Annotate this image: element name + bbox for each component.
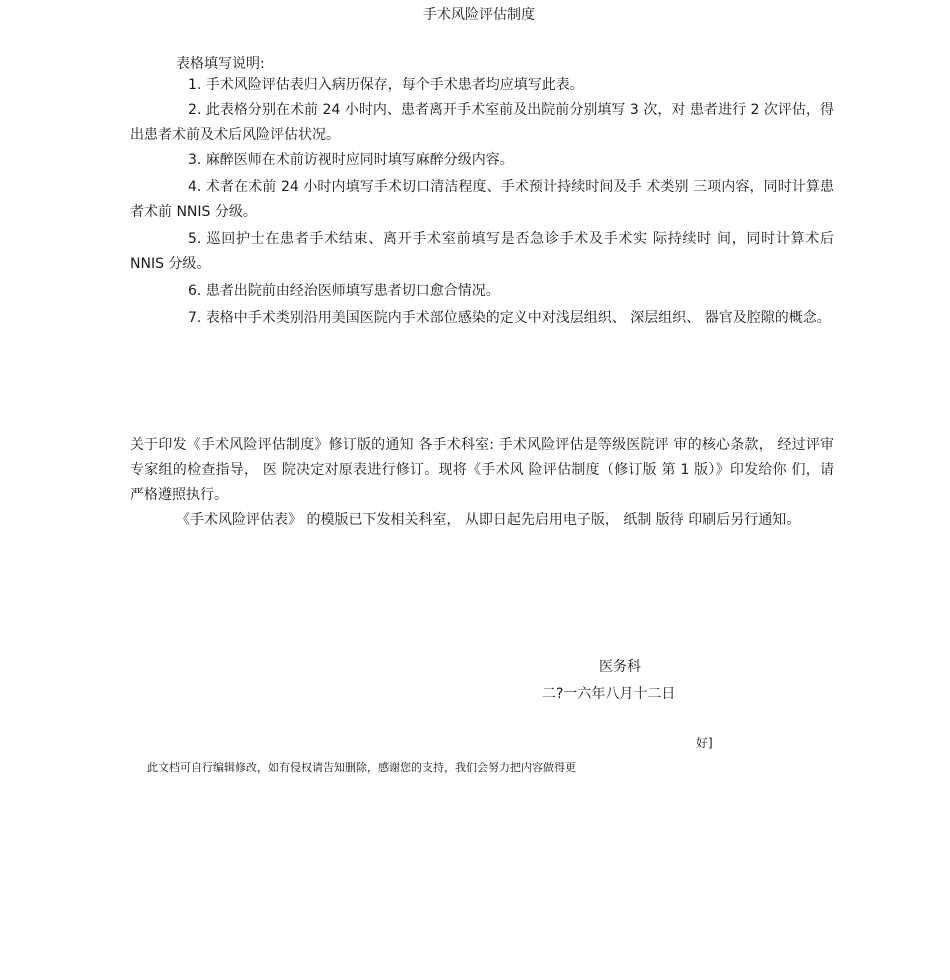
instruction-item-7: 7. 表格中手术类别沿用美国医院内手术部位感染的定义中对浅层组织、 深层组织、 器官及腔隙的概念。 xyxy=(188,310,831,326)
instruction-item-1: 1. 手术风险评估表归入病历保存，每个手术患者均应填写此表。 xyxy=(188,77,584,93)
issue-date: 二?一六年八月十二日 xyxy=(542,686,676,702)
instructions-list xyxy=(130,73,834,331)
instruction-item-5: 5. 巡回护士在患者手术结束、离开手术室前填写是否急诊手术及手术实 际持续时 间，同时计算术后 NNIS 分级。 xyxy=(130,231,834,272)
notice-paragraph-1: 关于印发《手术风险评估制度》修订版的通知 各手术科室: 手术风险评估是等级医院评 审的核心条款， 经过评审专家组的检查指导， 医 院决定对原表进行修订。现将《手术风 险评估制度（修订版 第 1 版）》印发给你 们，请严格遵照执行。 xyxy=(130,437,834,503)
revision-notice xyxy=(130,433,834,533)
instructions-heading: 表格填写说明: xyxy=(176,56,265,72)
issuing-department: 医务科 xyxy=(599,659,641,675)
instruction-item-3: 3. 麻醉医师在术前访视时应同时填写麻醉分级内容。 xyxy=(188,152,514,168)
instruction-item-6: 6. 患者出院前由经治医师填写患者切口愈合情况。 xyxy=(188,283,500,299)
instruction-item-4: 4. 术者在术前 24 小时内填写手术切口清洁程度、手术预计持续时间及手 术类别 三项内容，同时计算患者术前 NNIS 分级。 xyxy=(130,179,834,220)
stray-text: 好] xyxy=(696,736,713,750)
instruction-item-2: 2. 此表格分别在术前 24 小时内、患者离开手术室前及出院前分别填写 3 次，对 患者进行 2 次评估，得出患者术前及术后风险评估状况。 xyxy=(130,102,834,143)
footer-note: 此文档可自行编辑修改，如有侵权请告知删除，感谢您的支持，我们会努力把内容做得更 xyxy=(147,761,576,774)
document-title: 手术风险评估制度 xyxy=(423,7,535,23)
notice-paragraph-2: 《手术风险评估表》 的模版已下发相关科室， 从即日起先启用电子版， 纸制 版待 印刷后另行通知。 xyxy=(176,512,801,528)
